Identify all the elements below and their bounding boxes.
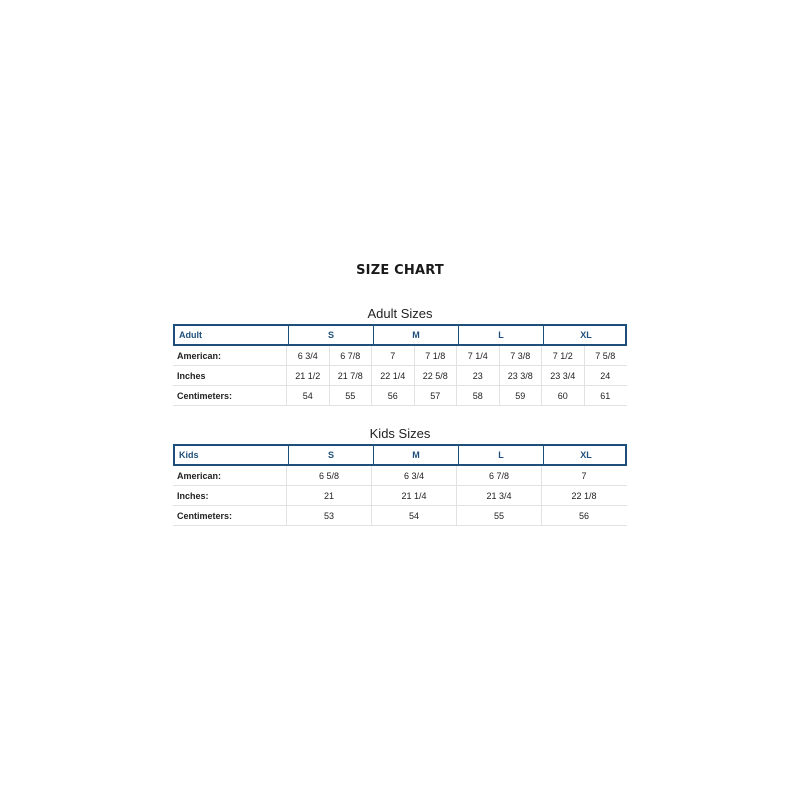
kids-size-table bbox=[173, 444, 627, 526]
table-cell: 22 1/4 bbox=[371, 366, 414, 385]
table-cell: 53 bbox=[286, 506, 371, 525]
table-row bbox=[173, 366, 627, 386]
row-label: Centimeters: bbox=[177, 510, 233, 521]
table-cell: 7 1/2 bbox=[541, 346, 584, 365]
table-row bbox=[173, 466, 627, 486]
adult-header-label: Adult bbox=[179, 330, 202, 340]
kids-header-row bbox=[173, 444, 627, 466]
table-cell: 7 1/4 bbox=[456, 346, 499, 365]
table-cell: 21 3/4 bbox=[456, 486, 541, 505]
kids-header-l: L bbox=[458, 446, 543, 464]
table-cell: 21 bbox=[286, 486, 371, 505]
adult-header-xl: XL bbox=[543, 326, 628, 344]
table-cell: 7 bbox=[371, 346, 414, 365]
table-cell: 7 1/8 bbox=[414, 346, 457, 365]
row-label: Inches bbox=[177, 370, 206, 381]
table-cell: 6 7/8 bbox=[456, 466, 541, 485]
adult-sizes-title: Adult Sizes bbox=[367, 306, 433, 321]
kids-sizes-title: Kids Sizes bbox=[369, 426, 431, 441]
table-cell: 7 5/8 bbox=[584, 346, 627, 365]
table-row bbox=[173, 386, 627, 406]
row-label: American: bbox=[177, 470, 222, 481]
kids-header-xl: XL bbox=[543, 446, 628, 464]
table-cell: 55 bbox=[329, 386, 372, 405]
adult-header-l: L bbox=[458, 326, 543, 344]
adult-size-table bbox=[173, 324, 627, 406]
kids-header-s: S bbox=[288, 446, 373, 464]
row-label: Centimeters: bbox=[177, 390, 233, 401]
row-label: Inches: bbox=[177, 490, 209, 501]
table-cell: 23 bbox=[456, 366, 499, 385]
table-cell: 6 7/8 bbox=[329, 346, 372, 365]
row-label: American: bbox=[177, 350, 222, 361]
table-cell: 59 bbox=[499, 386, 542, 405]
adult-header-m: M bbox=[373, 326, 458, 344]
table-cell: 56 bbox=[541, 506, 626, 525]
table-cell: 7 bbox=[541, 466, 626, 485]
table-cell: 60 bbox=[541, 386, 584, 405]
table-cell: 54 bbox=[371, 506, 456, 525]
adult-header-row bbox=[173, 324, 627, 346]
table-cell: 6 3/4 bbox=[371, 466, 456, 485]
adult-header-s: S bbox=[288, 326, 373, 344]
table-cell: 21 7/8 bbox=[329, 366, 372, 385]
table-cell: 55 bbox=[456, 506, 541, 525]
table-cell: 56 bbox=[371, 386, 414, 405]
table-row bbox=[173, 346, 627, 366]
table-cell: 57 bbox=[414, 386, 457, 405]
table-cell: 21 1/2 bbox=[286, 366, 329, 385]
kids-header-label: Kids bbox=[179, 450, 199, 460]
table-cell: 21 1/4 bbox=[371, 486, 456, 505]
table-cell: 61 bbox=[584, 386, 627, 405]
table-cell: 7 3/8 bbox=[499, 346, 542, 365]
table-row bbox=[173, 486, 627, 506]
table-cell: 6 3/4 bbox=[286, 346, 329, 365]
table-cell: 23 3/8 bbox=[499, 366, 542, 385]
table-cell: 23 3/4 bbox=[541, 366, 584, 385]
table-cell: 6 5/8 bbox=[286, 466, 371, 485]
table-row bbox=[173, 506, 627, 526]
table-cell: 58 bbox=[456, 386, 499, 405]
table-cell: 22 5/8 bbox=[414, 366, 457, 385]
table-cell: 24 bbox=[584, 366, 627, 385]
page-title: SIZE CHART bbox=[356, 263, 444, 278]
kids-header-m: M bbox=[373, 446, 458, 464]
table-cell: 22 1/8 bbox=[541, 486, 626, 505]
table-cell: 54 bbox=[286, 386, 329, 405]
